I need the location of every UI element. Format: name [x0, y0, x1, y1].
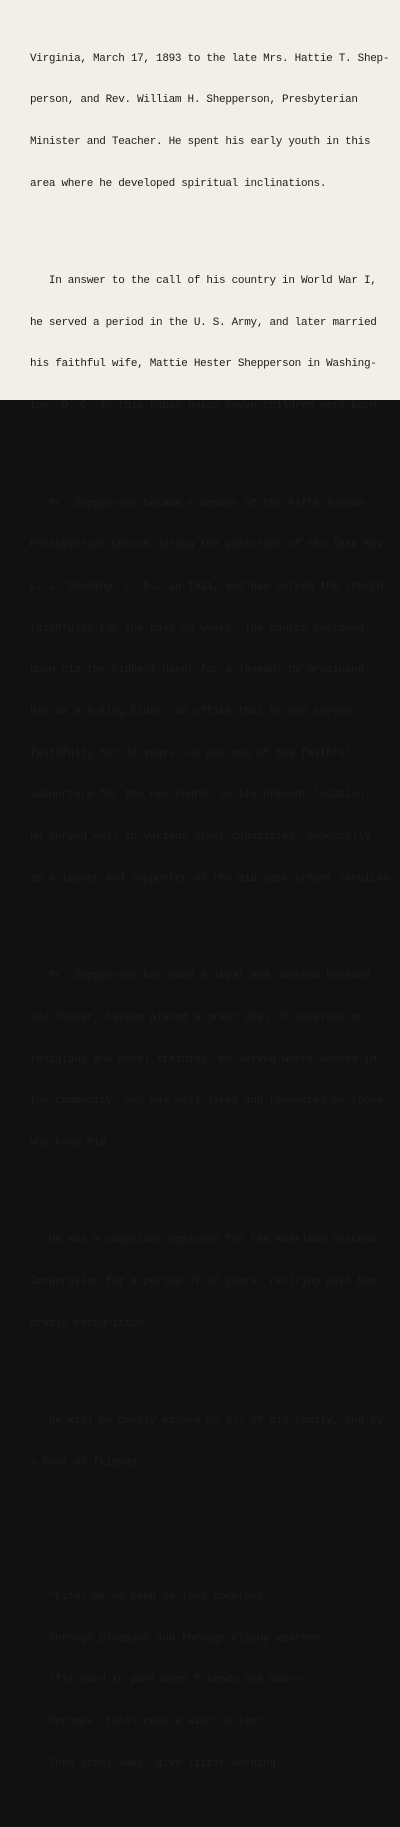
text-line: and father, having placed a great deal of interest on: [30, 1011, 364, 1024]
text-line: Corporation for a period of 37 years, retiring with hon-: [30, 1276, 383, 1288]
paragraph-church: [30, 470, 396, 915]
text-line: area where he developed spiritual inclinations.: [30, 177, 327, 190]
text-line: faithfully for the past 40 years. The church bestowed: [30, 622, 364, 635]
text-line: Mr. Shepperson has been a loyal and devoted husband: [30, 970, 371, 983]
paragraph-birth: [30, 25, 396, 220]
poem-line: Perhaps 'twill cost a sigh, a tear;: [30, 1715, 270, 1728]
poem-stanza: [30, 1563, 396, 1799]
text-line: he served a period in the U. S. Army, and later married: [30, 316, 377, 329]
text-line: orable recognition.: [30, 1317, 150, 1330]
text-line: Minister and Teacher. He spent his early youth in this: [30, 136, 371, 149]
text-line: who knew him.: [30, 1136, 112, 1149]
poem-line: Through pleasant and through cloudy weather,: [30, 1632, 327, 1645]
text-line: religious and moral training. He served where needed in: [30, 1053, 377, 1066]
text-line: L. L. Downing, D. D., in 1921, and has served the church: [30, 580, 383, 593]
text-line: In answer to the call of his country in World War I,: [30, 275, 377, 288]
text-line: as a leader and supporter of the mid-week prayer services.: [30, 872, 396, 885]
poem-line: Then steal away, give little warning,: [30, 1757, 283, 1770]
obituary-text: [30, 0, 396, 1827]
text-line: person, and Rev. William H. Shepperson, Presbyterian: [30, 94, 358, 107]
text-line: upon him the highest honor for a layman, by ordaining: [30, 664, 364, 677]
text-line: Presbyterian Church during the pastorate of the late Rev.: [30, 539, 390, 552]
paragraph-farewell: [30, 1387, 396, 1498]
text-line: Mr. Shepperson became a member of the Fifth Avenue: [30, 497, 364, 510]
text-line: him as a Ruling Elder, an office that he has served: [30, 706, 352, 719]
text-line: He will be deeply missed by all of his family, and by: [30, 1415, 383, 1428]
poem-line: 'Tis hard to part when friends are dear—: [30, 1674, 301, 1687]
text-line: Virginia, March 17, 1893 to the late Mrs. Hattie T. Shep-: [30, 52, 390, 65]
paragraph-employment: [30, 1206, 396, 1359]
text-line: He served well in various other capacities, especially: [30, 831, 371, 844]
text-line: a host of friends.: [30, 1456, 144, 1469]
stanza-spacer: [30, 1526, 396, 1535]
paragraph-family: [30, 942, 396, 1178]
text-line: the community, and was well liked and respected by those: [30, 1095, 383, 1108]
paragraph-military: [30, 247, 396, 442]
text-line: faithfully for 32 years. He was one of the faithful: [30, 747, 352, 760]
poem-line: "Life! We've been so long together,: [30, 1590, 270, 1603]
text-line: supporters for the new church in its present location.: [30, 789, 371, 802]
text-line: He was a competent employee for the American Viscose: [30, 1234, 377, 1247]
text-line: ton, D. C. To this happy union seven children were born.: [30, 400, 383, 413]
text-line: his faithful wife, Mattie Hester Shepperson in Washing-: [30, 358, 377, 371]
